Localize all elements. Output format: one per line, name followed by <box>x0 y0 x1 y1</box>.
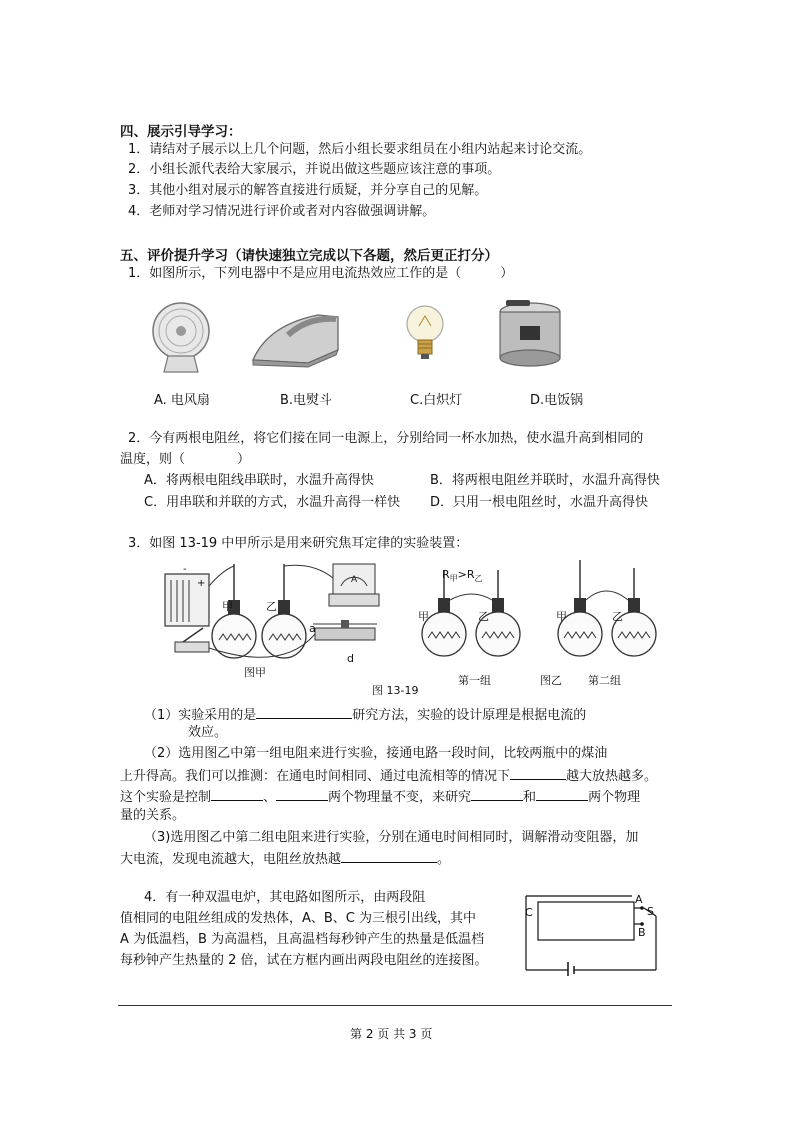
label-yi-2: 乙 <box>478 610 489 623</box>
q3-part3-line2: 大电流，发现电流越大，电阻丝放热越 。 <box>120 848 450 870</box>
label-a: a <box>309 622 316 635</box>
bulb-icon <box>403 302 448 367</box>
q1-option-a[interactable]: A. 电风扇 <box>154 393 210 408</box>
label-d: d <box>347 652 354 665</box>
q4-answer-box <box>538 902 634 940</box>
blank-quantity[interactable] <box>510 765 566 780</box>
label-yi-3: 乙 <box>612 610 623 623</box>
section4-item-1: 1．请结对子展示以上几个问题，然后小组长要求组员在小组内站起来讨论交流。 <box>128 142 592 157</box>
blank-control-2[interactable] <box>276 786 328 801</box>
group1-label: 第一组 <box>458 674 491 687</box>
section4-item-4: 4．老师对学习情况进行评价或者对内容做强调讲解。 <box>128 204 436 219</box>
figure-yi-group2 <box>556 560 666 672</box>
q4-label-s: S <box>647 905 654 918</box>
section4-title: 四、展示引导学习： <box>120 124 242 140</box>
q1-option-c[interactable]: C.白炽灯 <box>410 393 463 408</box>
q3-part1: （1）实验采用的是 研究方法，实验的设计原理是根据电流的 <box>144 704 586 726</box>
q2-option-c[interactable]: C．用串联和并联的方式，水温升高得一样快 <box>144 495 401 510</box>
q3-part2-line3: 这个实验是控制 、 两个物理量不变，来研究 和 两个物理 <box>120 786 640 808</box>
label-jia-2: 甲 <box>418 610 429 623</box>
figure-jia-caption: 图甲 <box>244 666 266 679</box>
footer-divider <box>118 1005 672 1006</box>
svg-text:A: A <box>351 575 358 585</box>
q4-label-b: B <box>638 926 646 939</box>
label-r-compare: $R_甲>R_乙$ <box>442 568 483 584</box>
svg-text:-: - <box>183 564 187 575</box>
q1-option-d[interactable]: D.电饭锅 <box>530 393 584 408</box>
label-jia-1: 甲 <box>222 600 233 613</box>
q4-line2: 值相同的电阻丝组成的发热体，A、B、C 为三根引出线，其中 <box>120 911 477 926</box>
label-jia-3: 甲 <box>556 610 567 623</box>
q4-line4: 每秒钟产生热量的 2 倍，试在方框内画出两段电阻丝的连接图。 <box>120 953 488 968</box>
q3-part2-line1: （2）选用图乙中第一组电阻来进行实验，接通电路一段时间，比较两瓶中的煤油 <box>144 746 608 761</box>
blank-control-1[interactable] <box>211 786 263 801</box>
q2-option-d[interactable]: D．只用一根电阻丝时，水温升高得快 <box>430 495 649 510</box>
blank-study-2[interactable] <box>536 786 588 801</box>
svg-text:+: + <box>197 578 206 589</box>
label-yi-1: 乙 <box>266 600 277 613</box>
section4-item-2: 2．小组长派代表给大家展示，并说出做这些题应该注意的事项。 <box>128 162 501 177</box>
q4-label-a: A <box>635 893 643 906</box>
figure-yi-caption: 图乙 <box>540 674 562 687</box>
q2-stem-line1: 2．今有两根电阻丝，将它们接在同一电源上，分别给同一杯水加热，使水温升高到相同的 <box>128 431 644 446</box>
rice-cooker-icon <box>494 298 566 370</box>
q1-stem: 1．如图所示，下列电器中不是应用电流热效应工作的是（ ） <box>128 266 514 281</box>
q3-stem: 3．如图 13-19 中甲所示是用来研究焦耳定律的实验装置： <box>128 536 469 551</box>
section5-title: 五、评价提升学习（请快速独立完成以下各题，然后更正打分） <box>120 248 498 264</box>
blank-study-1[interactable] <box>471 786 523 801</box>
q2-option-b[interactable]: B．将两根电阻丝并联时，水温升高得快 <box>430 473 660 488</box>
q3-part2-line4: 量的关系。 <box>120 808 186 823</box>
figure-caption: 图 13-19 <box>372 684 419 697</box>
q1-option-b[interactable]: B.电熨斗 <box>280 393 333 408</box>
q2-option-a[interactable]: A．将两根电阻线串联时，水温升高得快 <box>144 473 374 488</box>
q3-part2-line2: 上升得高。我们可以推测：在通电时间相同、通过电流相等的情况下 越大放热越多。 <box>120 765 657 787</box>
page-number: 第 2 页 共 3 页 <box>350 1027 433 1041</box>
blank-more[interactable] <box>341 848 437 863</box>
fan-icon <box>148 298 218 378</box>
iron-icon <box>248 305 343 370</box>
section4-item-3: 3．其他小组对展示的解答直接进行质疑，并分享自己的见解。 <box>128 183 488 198</box>
group2-label: 第二组 <box>588 674 621 687</box>
q4-label-c: C <box>525 906 533 919</box>
blank-method[interactable] <box>256 704 352 719</box>
figure-yi-group1 <box>418 570 528 670</box>
q2-stem-line2: 温度，则（ ） <box>120 452 251 467</box>
q4-line1: 4．有一种双温电炉，其电路如图所示，由两段阻 <box>144 890 426 905</box>
q3-part3-line1: （3)选用图乙中第二组电阻来进行实验，分别在通电时间相同时，调解滑动变阻器，加 <box>144 830 639 845</box>
q3-part1-end: 效应。 <box>188 725 228 740</box>
q4-line3: A 为低温档，B 为高温档，且高温档每秒钟产生的热量是低温档 <box>120 932 485 947</box>
